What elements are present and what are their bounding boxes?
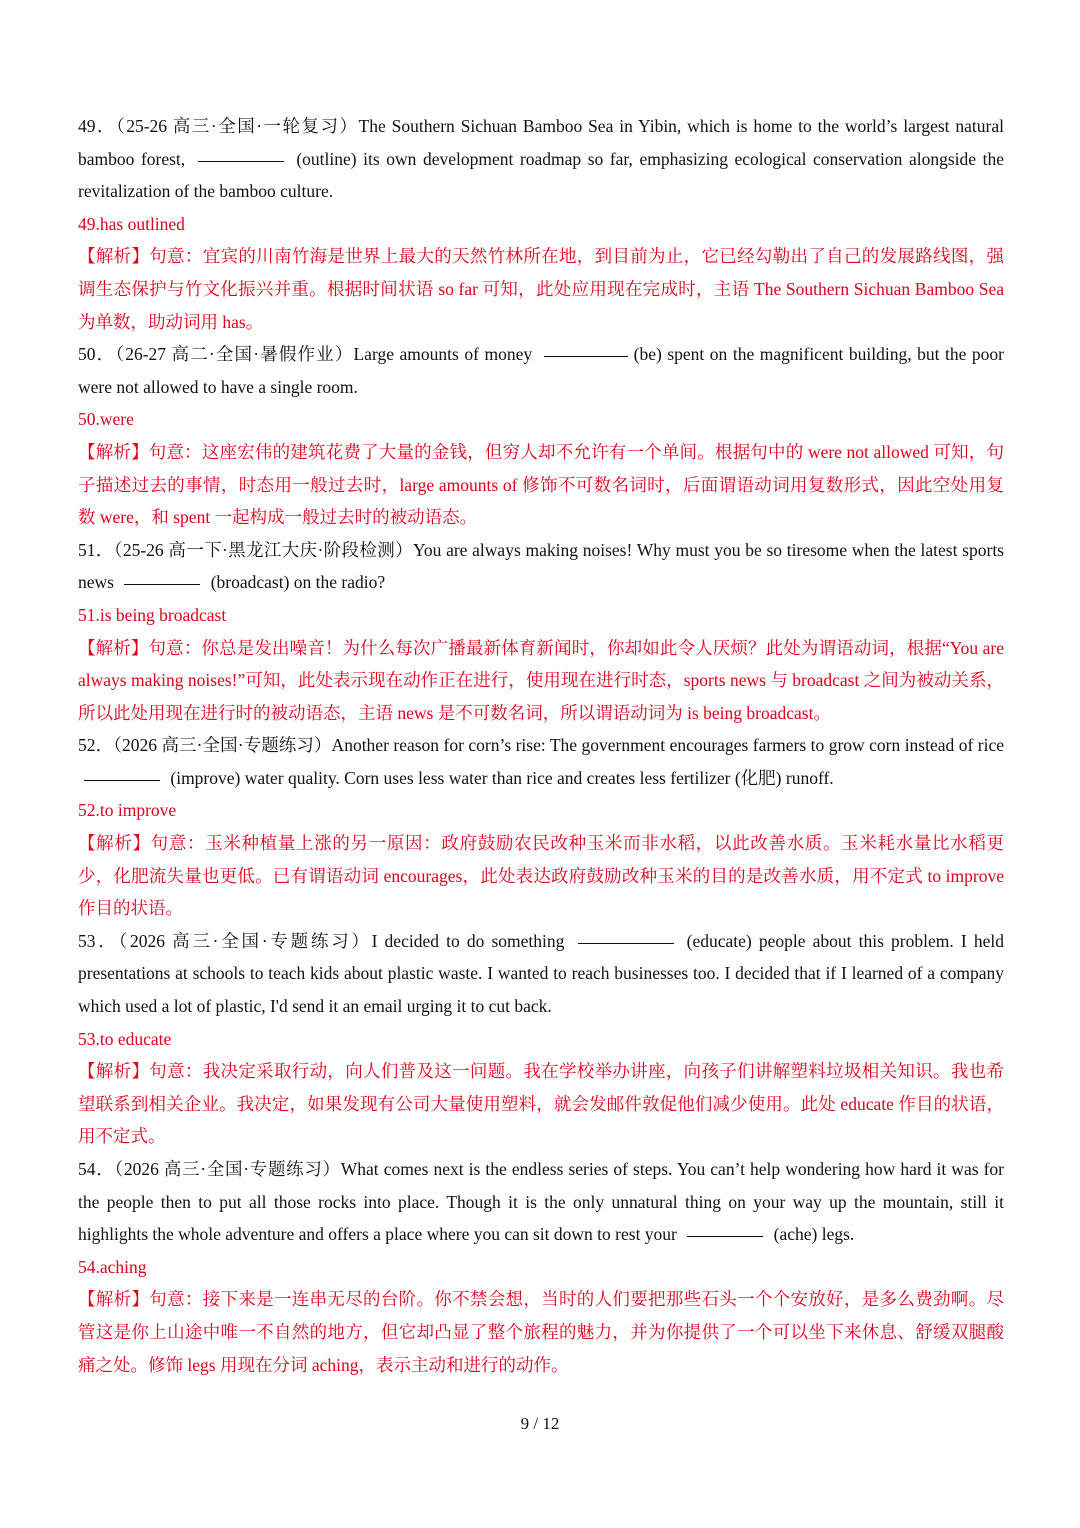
answer-text: 51.is being broadcast [78,604,227,625]
answer-text: 49.has outlined [78,213,185,234]
analysis-text: 【解析】句意：我决定采取行动，向人们普及这一问题。我在学校举办讲座，向孩子们讲解塑料垃圾相关知识。我也希望联系到相关企业。我决定，如果发现有公司大量使用塑料，就会发邮件敦促他们减少使用。此处 educate 作目的状语，用不定式。 [78,1061,1004,1147]
question-text: 53．（2026 高三·全国·专题练习）I decided to do something (educate) people about this problem. I held presentations at schools to teach kids about plastic waste. I wanted to reach businesses too. I decided that if I learned of a company which used a lot of plastic, I'd send it an email urging it to cut back. [78,930,1004,1017]
question-text: 52．（2026 高三·全国·专题练习）Another reason for corn’s rise: The government encourages farmers to grow corn instead of rice (improve) water quality. Corn uses less water than rice and creates less fertilizer (化肥) runoff. [78,735,1004,788]
answer-text: 50.were [78,409,134,430]
question-item [78,534,1004,730]
answer-blank [687,1235,763,1237]
question-item [78,729,1004,925]
answer-blank [124,583,200,585]
answer-blank [578,942,674,944]
answer-blank [84,779,160,781]
question-item [78,338,1004,534]
analysis-text: 【解析】句意：玉米种植量上涨的另一原因：政府鼓励农民改种玉米而非水稻，以此改善水质。玉米耗水量比水稻更少，化肥流失量也更低。已有谓语动词 encourages，此处表达政府鼓励改种玉米的目的是改善水质，用不定式 to improve 作目的状语。 [78,833,1004,919]
analysis-text: 【解析】句意：接下来是一连串无尽的台阶。你不禁会想，当时的人们要把那些石头一个个安放好，是多么费劲啊。尽管这是你上山途中唯一不自然的地方，但它却凸显了整个旅程的魅力，并为你提供了一个可以坐下来休息、舒缓双腿酸痛之处。修饰 legs 用现在分词 aching，表示主动和进行的动作。 [78,1289,1004,1375]
analysis-text: 【解析】句意：你总是发出噪音！为什么每次广播最新体育新闻时，你却如此令人厌烦？此处为谓语动词，根据“You are always making noises!”可知，此处表示现在动作正在进行，使用现在进行时态，sports news 与 broadcast 之间为被动关系，所以此处用现在进行时的被动语态，主语 news 是不可数名词，所以谓语动词为 is being broadcast。 [78,637,1004,723]
question-list [78,110,1004,1381]
analysis-text: 【解析】句意：宜宾的川南竹海是世界上最大的天然竹林所在地，到目前为止，它已经勾勒出了自己的发展路线图，强调生态保护与竹文化振兴并重。根据时间状语 so far 可知，此处应用现在完成时，主语 The Southern Sichuan Bamboo Sea 为单数，助动词用 has。 [78,246,1004,332]
question-text: 50．（26-27 高二·全国·暑假作业）Large amounts of money (be) spent on the magnificent building, but the poor were not allowed to have a single room. [78,344,1004,397]
answer-blank [544,355,628,357]
answer-blank [198,160,284,162]
question-item [78,1153,1004,1381]
page-number: 9 / 12 [520,1414,560,1433]
question-text: 49．（25-26 高三·全国·一轮复习）The Southern Sichuan Bamboo Sea in Yibin, which is home to the world’s largest natural bamboo forest, (outline) its own development roadmap so far, emphasizing ecological conservation alongside the revitalization of the bamboo culture. [78,116,1004,202]
answer-text: 53.to educate [78,1028,172,1049]
answer-text: 54.aching [78,1256,147,1277]
question-item [78,110,1004,338]
answer-text: 52.to improve [78,800,177,821]
analysis-text: 【解析】句意：这座宏伟的建筑花费了大量的金钱，但穷人却不允许有一个单间。根据句中的 were not allowed 可知，句子描述过去的事情，时态用一般过去时，large amounts of 修饰不可数名词时，后面谓语动词用复数形式，因此空处用复数 were，和 spent 一起构成一般过去时的被动语态。 [78,441,1004,528]
question-item [78,925,1004,1153]
question-text: 54．（2026 高三·全国·专题练习）What comes next is the endless series of steps. You can’t help wondering how hard it was for the people then to put all those rocks into place. Though it is the only unnatural thing on your way up the mountain, still it highlights the whole adventure and offers a place where you can sit down to rest your (ache) legs. [78,1159,1004,1245]
question-text: 51．（25-26 高一下·黑龙江大庆·阶段检测）You are always making noises! Why must you be so tiresome when the latest sports news (broadcast) on the radio? [78,539,1004,593]
